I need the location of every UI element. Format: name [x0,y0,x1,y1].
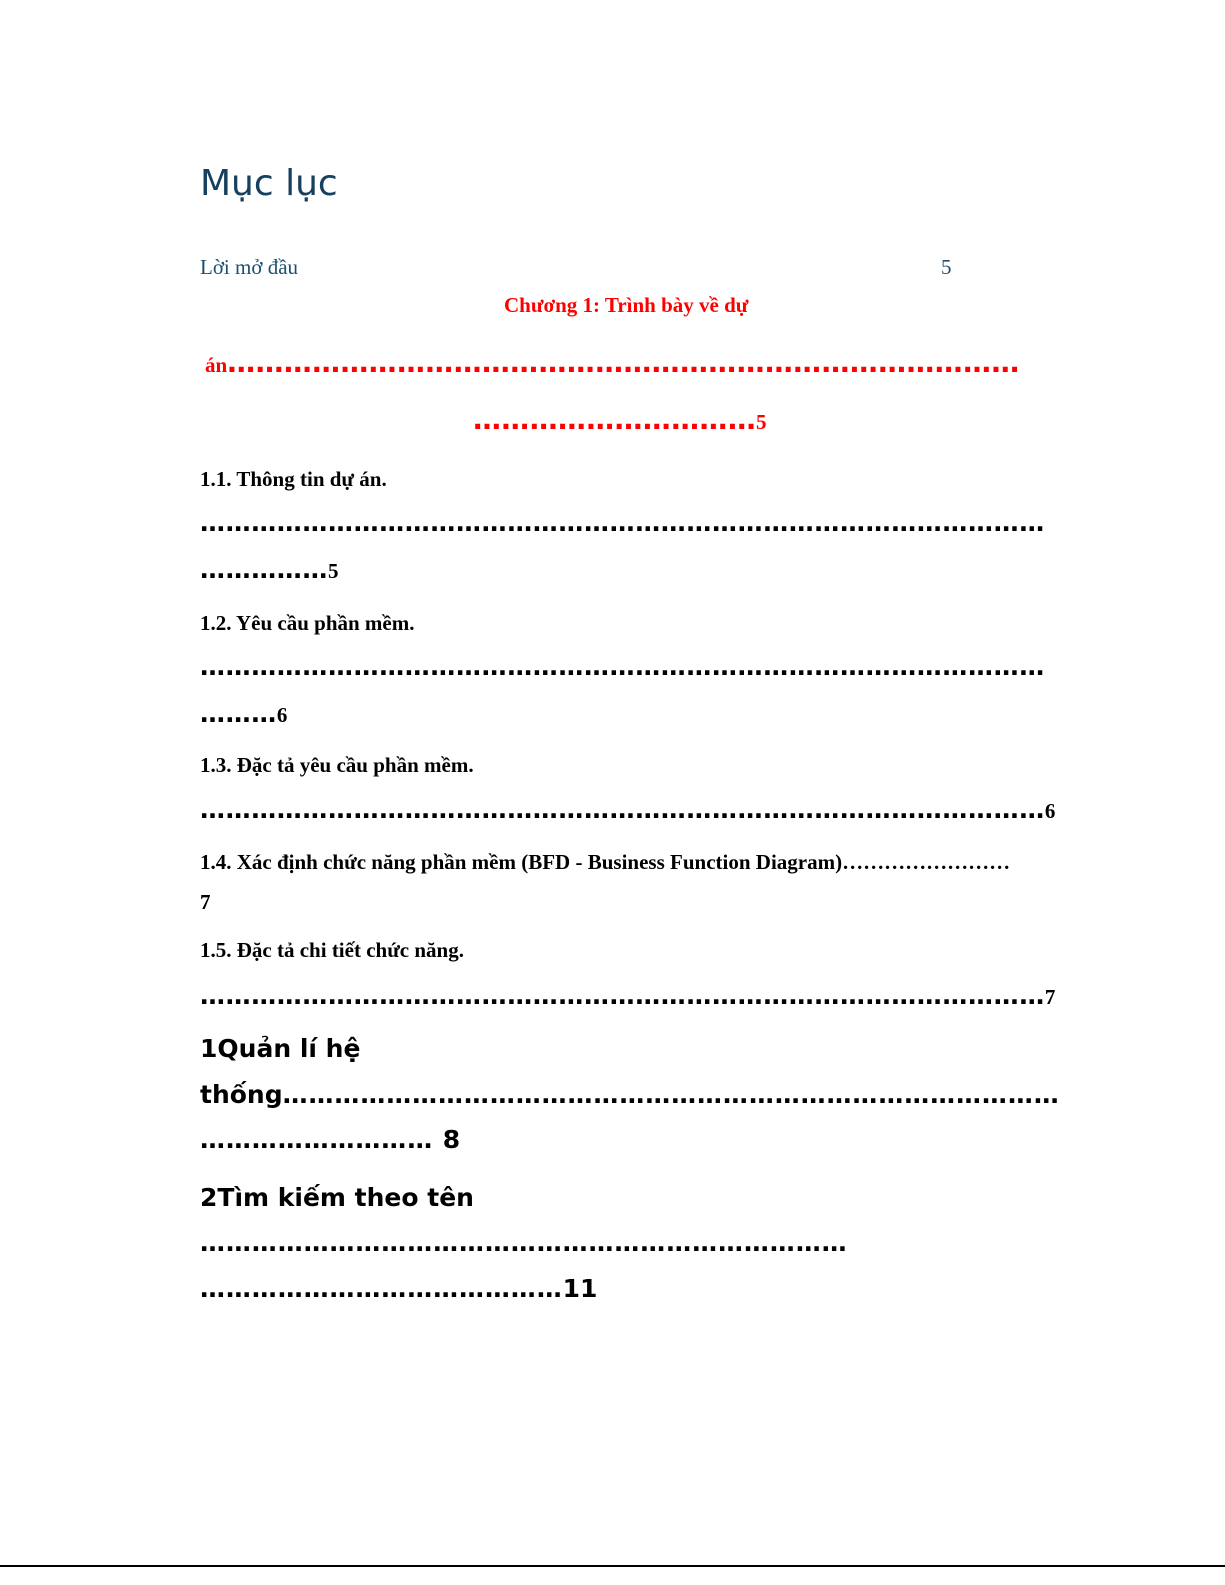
page-bottom-border [0,1565,1225,1567]
leader-dots: …………………………………… [200,1274,563,1303]
leader-dots: ……………………………………………………………………………………… [200,795,1045,824]
toc-entry-1-3-end[interactable] [200,795,1055,824]
toc-entry-intro-page[interactable]: 5 [941,255,952,279]
toc-entry-1-2-label[interactable]: 1.2. Yêu cầu phần mềm. [200,611,415,635]
toc-entry-1-1-leader [200,508,1045,537]
toc-entry-quan-li-he-thong-label[interactable]: 1Quản lí hệ [200,1034,361,1063]
leader-dots: ……………………………………………………………………………………… [200,981,1045,1010]
toc-entry-chapter1-text: án [205,353,228,377]
toc-entry-tim-kiem-theo-ten-label[interactable]: 2Tìm kiếm theo tên [200,1183,474,1212]
toc-entry-1-1-end[interactable] [200,555,339,584]
toc-entry-1-1-label[interactable]: 1.1. Thông tin dự án. [200,467,387,491]
leader-dots: ……………………………………………………………………………………… [200,652,1045,681]
leader-dots: ………………………………………………………………… [200,1228,848,1257]
toc-entry-intro-label[interactable]: Lời mở đầu [200,255,299,279]
toc-entry-1-3-page: 6 [1044,799,1056,823]
toc-title: Mục lục [200,163,338,204]
toc-entry-quan-li-he-thong-page: 8 [442,1125,461,1154]
leader-dots: ……………………………………………………………………………………… [200,508,1045,537]
toc-entry-1-5-end[interactable] [200,981,1055,1010]
toc-entry-quan-li-he-thong-line2[interactable] [200,1080,1060,1109]
toc-entry-quan-li-he-thong-end[interactable] [200,1125,460,1154]
toc-entry-tim-kiem-theo-ten-line2 [200,1228,848,1257]
toc-entry-chapter1-leader-cont: ………………………… [473,403,756,436]
toc-entry-chapter1-line3[interactable] [473,403,767,436]
toc-entry-1-1-page: 5 [328,559,339,583]
toc-entry-1-2-leader [200,652,1045,681]
toc-entry-chapter1-line1[interactable]: Chương 1: Trình bày về dự [504,293,749,317]
toc-entry-chapter1-leader: ………………………………………………………………………… [227,346,1020,379]
toc-entry-1-2-page: 6 [276,703,288,727]
toc-entry-quan-li-he-thong-text: thống [200,1080,283,1109]
toc-entry-1-2-end[interactable] [200,699,287,728]
toc-entry-1-5-label[interactable]: 1.5. Đặc tả chi tiết chức năng. [200,938,464,962]
leader-dots: ……………………………………………………………………………… [282,1080,1060,1109]
toc-entry-chapter1-page: 5 [756,410,767,434]
toc-entry-1-4-label[interactable]: 1.4. Xác định chức năng phần mềm (BFD - Business Function Diagram)…………………… [200,850,1011,874]
toc-entry-1-4-page[interactable]: 7 [200,890,211,914]
leader-dots: …………… [200,555,328,584]
toc-entry-1-5-page: 7 [1044,985,1056,1009]
toc-entry-tim-kiem-theo-ten-end[interactable] [200,1274,597,1303]
toc-entry-chapter1-line2[interactable] [205,346,1020,379]
leader-dots: ……………………… [200,1125,443,1154]
leader-dots: ……… [200,699,277,728]
toc-entry-1-3-label[interactable]: 1.3. Đặc tả yêu cầu phần mềm. [200,753,474,777]
toc-entry-tim-kiem-theo-ten-page: 11 [562,1274,598,1303]
